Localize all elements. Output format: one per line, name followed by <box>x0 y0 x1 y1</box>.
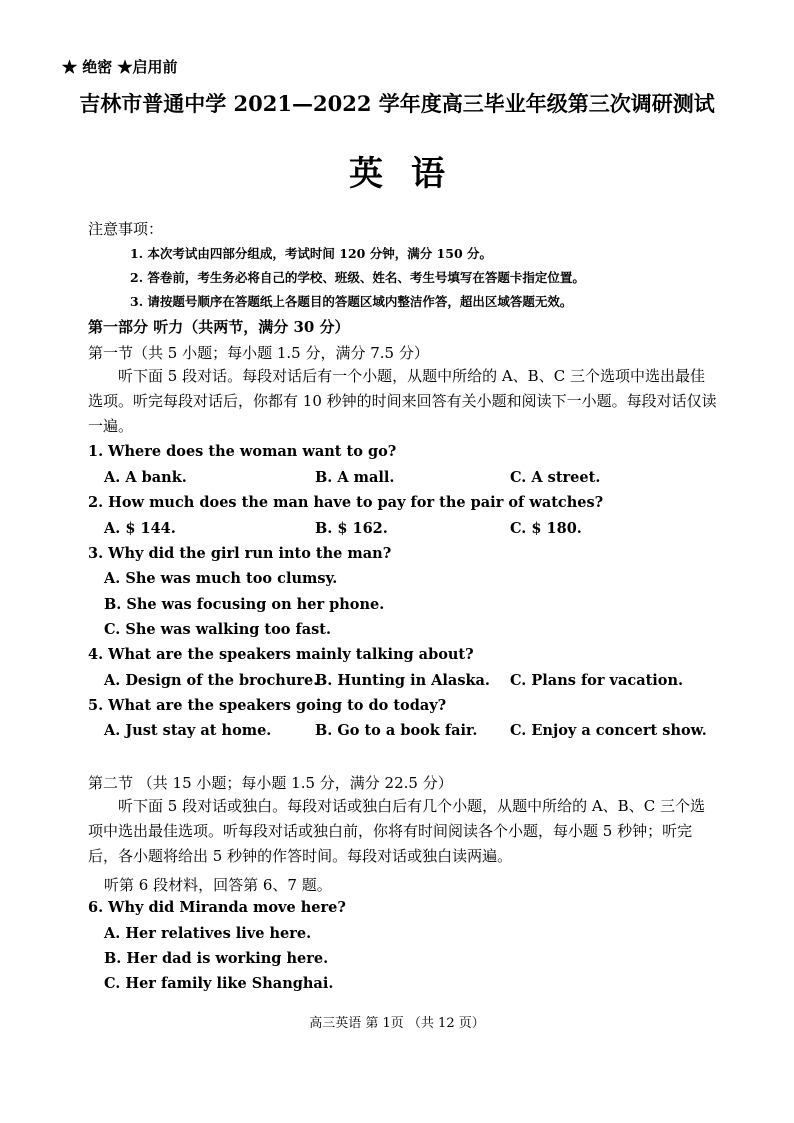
option-b: B. Go to a book fair. <box>315 722 478 739</box>
section2-heading: 第二节 （共 15 小题；每小题 1.5 分，满分 22.5 分） <box>88 774 453 792</box>
option-c: C. A street. <box>510 469 601 486</box>
section1-instructions: 听下面 5 段对话。每段对话后有一个小题，从题中所给的 A、B、C 三个选项中选出最佳选项。听完每段对话后，你都有 10 秒钟的时间来回答有关小题和阅读下一小题。每段对话仅读一遍。 <box>88 367 717 435</box>
option-b: B. Her dad is working here. <box>104 950 329 967</box>
question-3: 3. Why did the girl run into the man? <box>88 545 392 562</box>
option-c: C. Enjoy a concert show. <box>510 722 707 739</box>
option-b: B. A mall. <box>315 469 395 486</box>
option-b: B. $ 162. <box>315 520 388 537</box>
option-b: B. She was focusing on her phone. <box>104 596 385 613</box>
question-4: 4. What are the speakers mainly talking about? <box>88 646 474 663</box>
option-a: A. Just stay at home. <box>104 722 272 739</box>
option-a: A. $ 144. <box>104 520 176 537</box>
part1-heading: 第一部分 听力（共两节，满分 30 分） <box>88 318 350 336</box>
question-6: 6. Why did Miranda move here? <box>88 899 346 916</box>
option-b: B. Hunting in Alaska. <box>315 672 490 689</box>
notice-item: 3. 请按题号顺序在答题纸上各题目的答题区域内整洁作答，超出区域答题无效。 <box>130 294 573 309</box>
material-note: 听第 6 段材料，回答第 6、7 题。 <box>104 876 332 894</box>
question-5: 5. What are the speakers going to do today? <box>88 697 447 714</box>
option-a: A. She was much too clumsy. <box>104 570 338 587</box>
notice-heading: 注意事项： <box>88 220 164 238</box>
section1-heading: 第一节（共 5 小题；每小题 1.5 分，满分 7.5 分） <box>88 344 429 362</box>
notice-item: 1. 本次考试由四部分组成，考试时间 120 分钟，满分 150 分。 <box>130 246 492 261</box>
option-c: C. She was walking too fast. <box>104 621 332 638</box>
question-2: 2. How much does the man have to pay for the pair of watches? <box>88 494 604 511</box>
option-c: C. Her family like Shanghai. <box>104 975 334 992</box>
option-a: A. Design of the brochure. <box>104 672 319 689</box>
option-c: C. Plans for vacation. <box>510 672 684 689</box>
exam-title: 吉林市普通中学 2021—2022 学年度高三毕业年级第三次调研测试 <box>79 91 715 116</box>
question-1: 1. Where does the woman want to go? <box>88 443 397 460</box>
option-c: C. $ 180. <box>510 520 582 537</box>
confidential-label: ★ 绝密 ★启用前 <box>62 58 178 76</box>
page-footer: 高三英语 第 1页 （共 12 页） <box>309 1016 485 1031</box>
option-a: A. A bank. <box>104 469 187 486</box>
notice-item: 2. 答卷前，考生务必将自己的学校、班级、姓名、考生号填写在答题卡指定位置。 <box>130 270 585 285</box>
subject-title: 英语 <box>349 154 473 194</box>
section2-instructions: 听下面 5 段对话或独白。每段对话或独白后有几个小题，从题中所给的 A、B、C 三个选项中选出最佳选项。听每段对话或独白前，你将有时间阅读各个小题，每小题 5 秒钟；听完后，各小题将给出 5 秒钟的作答时间。每段对话或独白读两遍。 <box>88 797 705 865</box>
option-a: A. Her relatives live here. <box>104 925 312 942</box>
